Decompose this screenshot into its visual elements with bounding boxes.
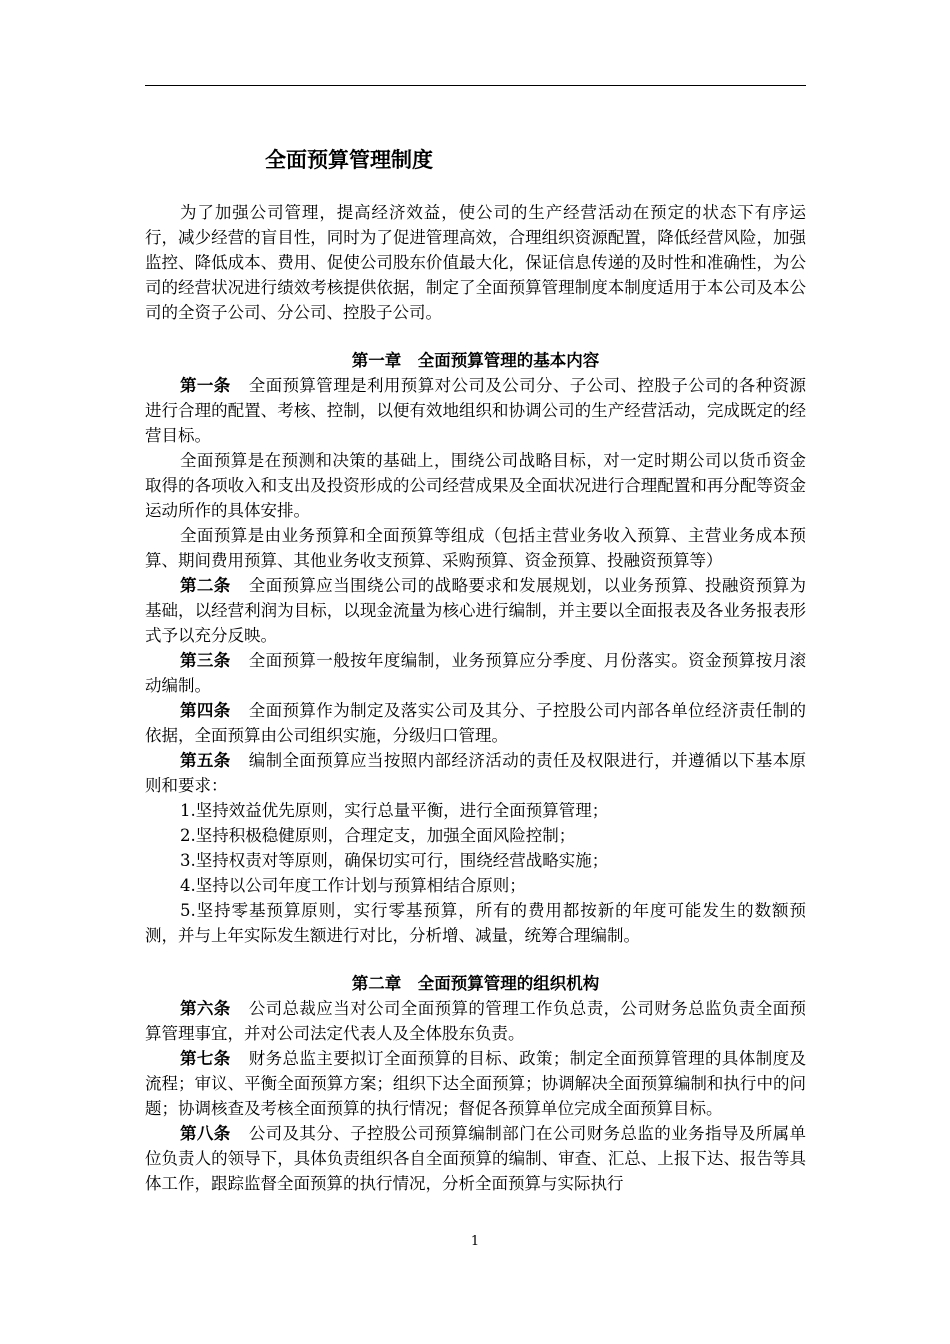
article-1-label: 第一条 [180,376,231,395]
page-number: 1 [470,1234,480,1249]
article-8 [145,1121,806,1196]
article-3 [145,648,806,698]
article-7 [145,1046,806,1121]
article-4-text: 全面预算作为制定及落实公司及其分、子控股公司内部各单位经济责任制的依据，全面预算由公司组织实施，分级归口管理。 [145,701,807,745]
header-rule [145,85,806,86]
article-5 [145,748,806,798]
article-8-label: 第八条 [180,1124,231,1143]
document-title: 全面预算管理制度 [265,148,433,172]
principle-item-4: 4.坚持以公司年度工作计划与预算相结合原则； [180,876,526,895]
article-2-text: 全面预算应当围绕公司的战略要求和发展规划，以业务预算、投融资预算为基础，以经营利润为目标，以现金流量为核心进行编制，并主要以全面报表及各业务报表形式予以充分反映。 [145,576,807,645]
article-3-label: 第三条 [180,651,231,670]
budget-composition-paragraph: 全面预算是由业务预算和全面预算等组成（包括主营业务收入预算、主营业务成本预算、期间费用预算、其他业务收支预算、采购预算、资金预算、投融资预算等） [145,526,806,570]
article-5-text: 编制全面预算应当按照内部经济活动的责任及权限进行，并遵循以下基本原则和要求： [145,751,807,795]
article-4-label: 第四条 [180,701,231,720]
budget-definition-paragraph: 全面预算是在预测和决策的基础上，围绕公司战略目标，对一定时期公司以货币资金取得的各项收入和支出及投资形成的公司经营成果及全面状况进行合理配置和再分配等资金运动所作的具体安排。 [145,451,806,520]
article-1-text: 全面预算管理是利用预算对公司及公司分、子公司、控股子公司的各种资源进行合理的配置、考核、控制，以便有效地组织和协调公司的生产经营活动，完成既定的经营目标。 [145,376,807,445]
principle-item-2: 2.坚持积极稳健原则，合理定支，加强全面风险控制； [180,826,576,845]
article-1 [145,373,806,448]
chapter-1-heading: 第一章 全面预算管理的基本内容 [351,351,600,370]
article-4 [145,698,806,748]
document-body [145,140,806,1196]
article-3-text: 全面预算一般按年度编制，业务预算应分季度、月份落实。资金预算按月滚动编制。 [145,651,807,695]
article-6-text: 公司总裁应当对公司全面预算的管理工作负总责，公司财务总监负责全面预算管理事宜，并对公司法定代表人及全体股东负责。 [145,999,807,1043]
article-6-label: 第六条 [180,999,231,1018]
principle-item-3: 3.坚持权责对等原则，确保切实可行，围绕经营战略实施； [180,851,609,870]
principle-item-1: 1.坚持效益优先原则，实行总量平衡，进行全面预算管理； [180,801,609,820]
article-6 [145,996,806,1046]
article-7-label: 第七条 [180,1049,231,1068]
intro-paragraph: 为了加强公司管理，提高经济效益，使公司的生产经营活动在预定的状态下有序运行，减少经营的盲目性，同时为了促进管理高效，合理组织资源配置，降低经营风险，加强监控、降低成本、费用、促使公司股东价值最大化，保证信息传递的及时性和准确性，为公司的经营状况进行绩效考核提供依据，制定了全面预算管理制度本制度适用于本公司及本公司的全资子公司、分公司、控股子公司。 [145,203,806,322]
principle-item-5: 5.坚持零基预算原则，实行零基预算，所有的费用都按新的年度可能发生的数额预测，并与上年实际发生额进行对比，分析增、减量，统筹合理编制。 [145,901,806,945]
article-2-label: 第二条 [180,576,231,595]
article-8-text: 公司及其分、子控股公司预算编制部门在公司财务总监的业务指导及所属单位负责人的领导下，具体负责组织各自全面预算的编制、审查、汇总、上报下达、报告等具体工作，跟踪监督全面预算的执行情况，分析全面预算与实际执行 [145,1124,807,1193]
article-7-text: 财务总监主要拟订全面预算的目标、政策；制定全面预算管理的具体制度及流程；审议、平衡全面预算方案；组织下达全面预算；协调解决全面预算编制和执行中的问题；协调核查及考核全面预算的执行情况；督促各预算单位完成全面预算目标。 [145,1049,807,1118]
chapter-2-heading: 第二章 全面预算管理的组织机构 [351,974,600,993]
article-5-label: 第五条 [180,751,231,770]
article-2 [145,573,806,648]
